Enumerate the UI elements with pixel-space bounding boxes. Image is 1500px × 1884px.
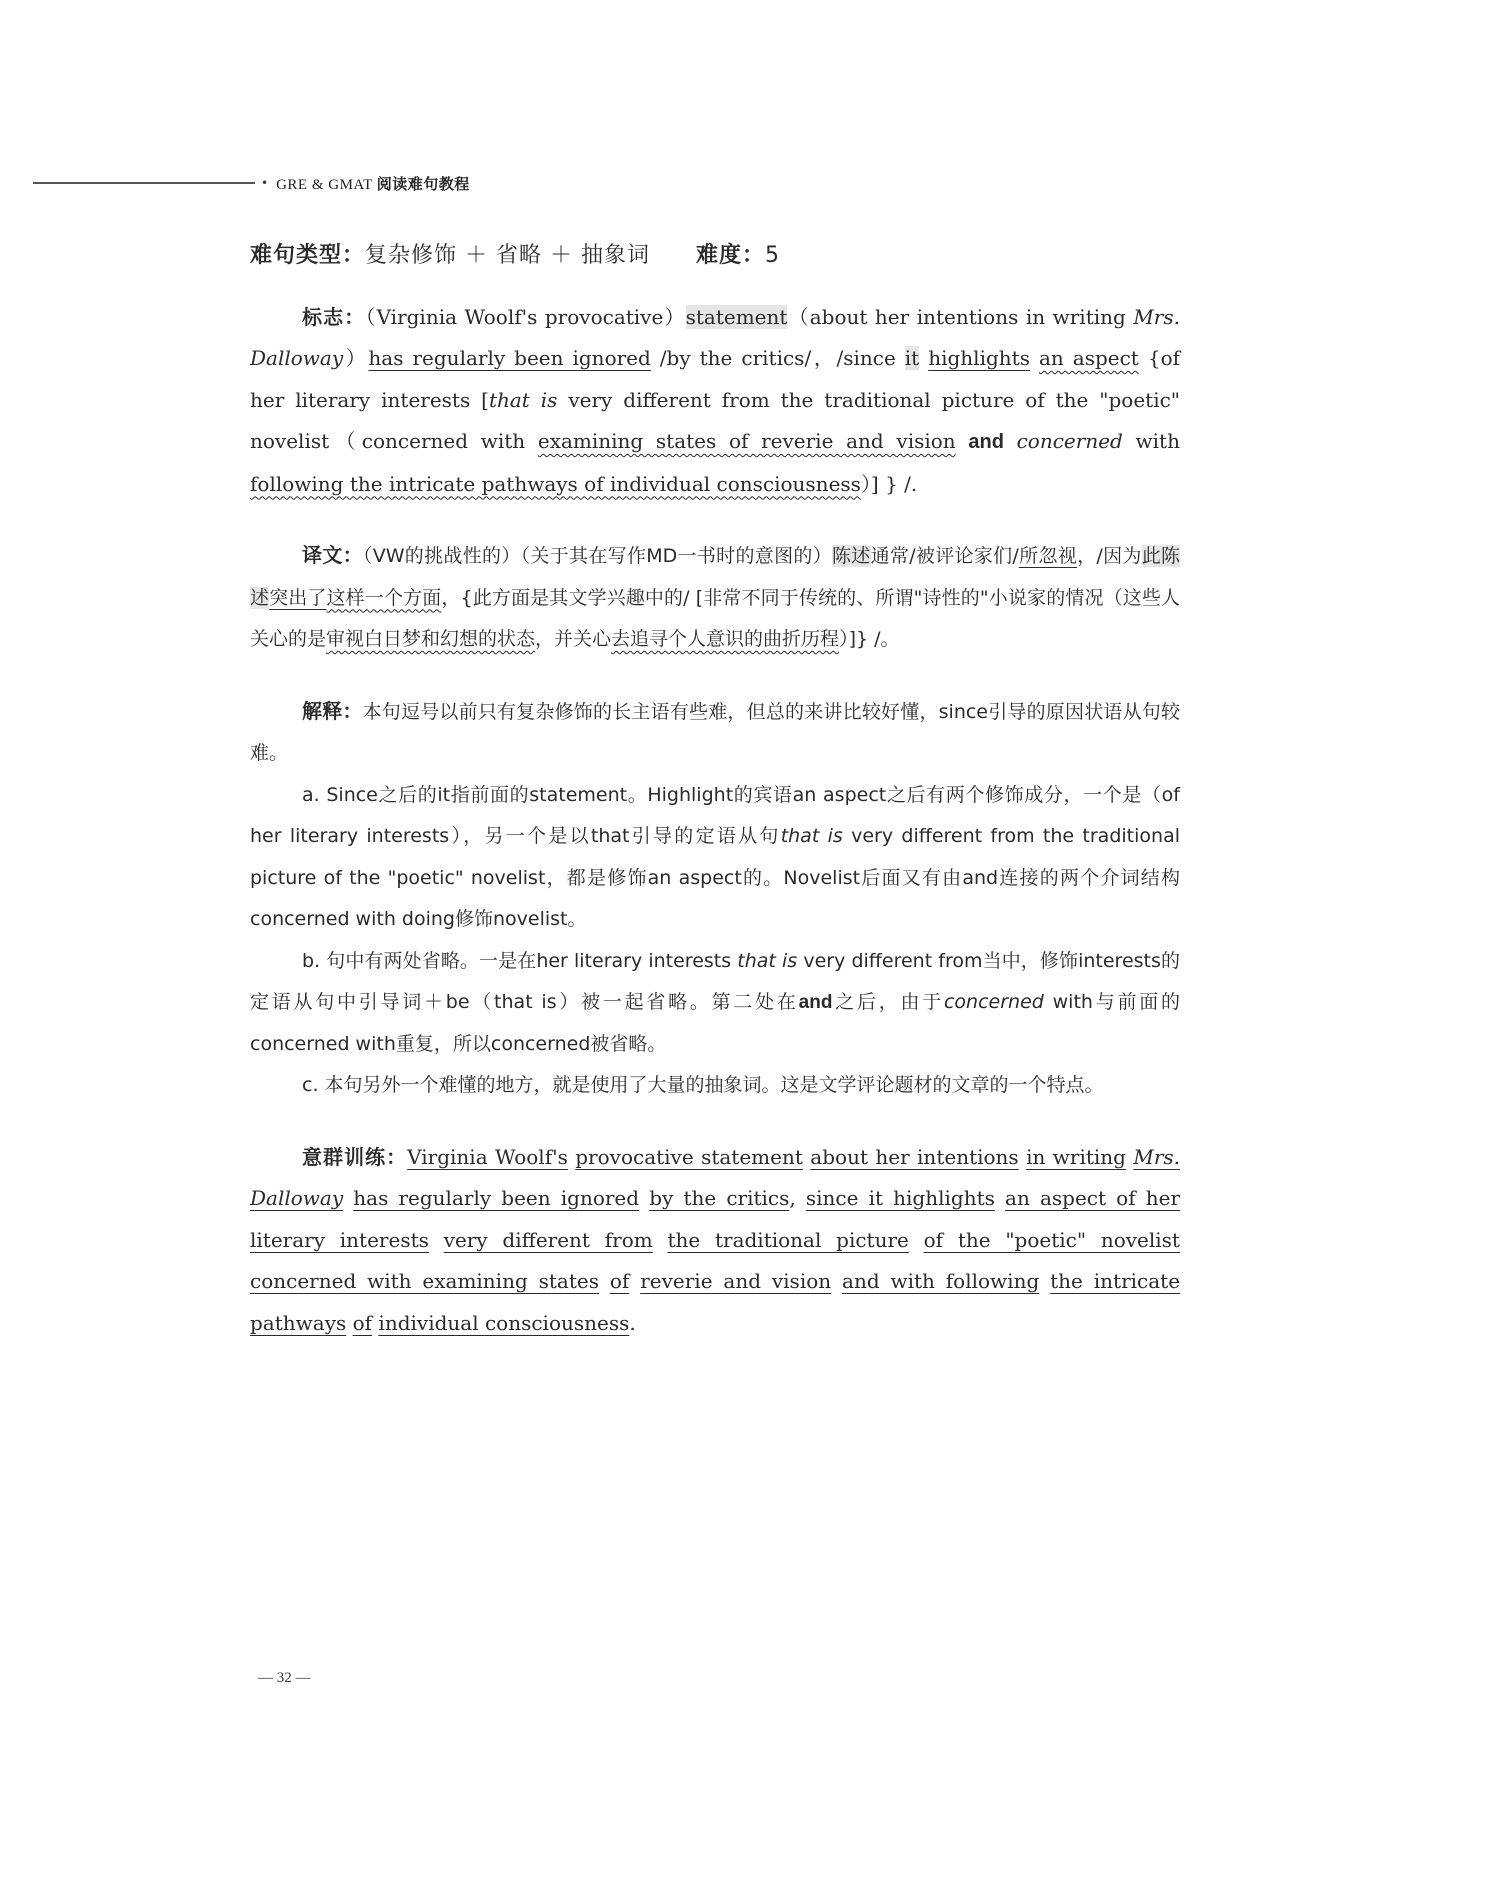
- sense-chunk: the intricate pathways: [250, 1269, 1181, 1335]
- sense-chunk: the traditional picture: [667, 1227, 909, 1252]
- translation-paragraph: 译文：（VW的挑战性的）（关于其在写作MD一书时的意图的）陈述通常/被评论家们/所忽视，/因为此陈述突出了这样一个方面，{此方面是其文学兴趣中的/ [非常不同于传统的、所谓"诗性的"小说家的情况（这些人关心的是审视白日梦和幻想的状态，并关心去追寻个人意识的曲折历程）]} /。: [250, 543, 1180, 650]
- sense-chunk: provocative statement: [575, 1144, 803, 1169]
- sense-chunk: an aspect of her literary interests: [250, 1186, 1181, 1252]
- header-title: GRE & GMAT 阅读难句教程: [276, 174, 470, 193]
- sense-chunk: Virginia Woolf's: [407, 1144, 568, 1169]
- sense-chunk: Mrs. Dalloway: [250, 1144, 1181, 1210]
- marker-paragraph: 标志：（Virginia Woolf's provocative）statement（about her intentions in writing Mrs. Dalloway）has regularly been ignored /by the critics/，/since it highlights an aspect {of her literary interests [that is very different from the traditional picture of the "poetic" novelist（concerned with examining states of reverie and vision and concerned with following the intricate pathways of individual consciousness）] } /.: [250, 304, 1181, 496]
- sense-chunk: by the critics: [649, 1186, 790, 1210]
- explanation-item-c: c. 本句另外一个难懂的地方，就是使用了大量的抽象词。这是文学评论题材的文章的一个特点。: [302, 1074, 1104, 1096]
- sentence-type-value: 复杂修饰 ＋ 省略 ＋ 抽象词: [365, 243, 650, 268]
- page-content: [250, 235, 1180, 1344]
- header-bullet: •: [261, 176, 269, 190]
- sense-chunk: reverie and vision: [640, 1269, 832, 1293]
- sense-group-paragraph: 意群训练：Virginia Woolf's provocative statement about her intentions in writing Mrs. Dalloway has regularly been ignored by the critics, since it highlights an aspect of her literary interests very different from the traditional picture of the "poetic" novelist concerned with examining states of reverie and vision and with following the intricate pathways of individual consciousness.: [250, 1144, 1181, 1335]
- sense-chunk: of: [609, 1269, 630, 1293]
- marker-predicate: has regularly been ignored: [368, 346, 651, 370]
- sense-chunk: since it highlights: [805, 1186, 995, 1210]
- marker-subject: statement: [685, 304, 788, 329]
- marker-label: 标志：: [302, 304, 366, 329]
- sense-chunk: about her intentions: [810, 1144, 1019, 1169]
- running-header: [33, 170, 503, 196]
- explanation-item-a: a. Since之后的it指前面的statement。Highlight的宾语an aspect之后有两个修饰成分，一个是（of her literary interests），另一个是以that引导的定语从句that is very different from the traditional picture of the "poetic" novelist，都是修饰an aspect的。Novelist后面又有由and连接的两个介词结构concerned with doing修饰novelist。: [250, 783, 1180, 930]
- sense-chunk: has regularly been ignored: [353, 1186, 640, 1210]
- sentence-type-label: 难句类型：: [250, 243, 366, 268]
- header-rule: [33, 182, 255, 184]
- sense-group-label: 意群训练：: [302, 1144, 408, 1169]
- explanation-paragraph: 解释：本句逗号以前只有复杂修饰的长主语有些难，但总的来讲比较好懂，since引导的原因状语从句较难。: [250, 698, 1181, 764]
- sense-chunk: of: [352, 1310, 373, 1335]
- page-number: — 32 —: [258, 1670, 311, 1686]
- sense-chunk: and with following: [842, 1269, 1040, 1293]
- explanation-item-b: b. 句中有两处省略。一是在her literary interests that is very different from当中，修饰interests的定语从句中引导词＋be（that is）被一起省略。第二处在and之后，由于concerned with与前面的concerned with重复，所以concerned被省略。: [250, 949, 1180, 1055]
- sense-chunk: in writing: [1026, 1144, 1126, 1169]
- translation-label: 译文：: [302, 543, 363, 567]
- sentence-type-line: [250, 235, 1180, 277]
- difficulty-label: 难度：: [696, 243, 766, 268]
- sense-chunk: individual consciousness: [378, 1310, 630, 1335]
- explanation-label: 解释：: [302, 698, 363, 723]
- sense-chunk: very different from: [443, 1227, 653, 1252]
- difficulty-value: 5: [765, 243, 781, 268]
- sense-chunk: of the "poetic" novelist concerned with examining states: [250, 1227, 1180, 1293]
